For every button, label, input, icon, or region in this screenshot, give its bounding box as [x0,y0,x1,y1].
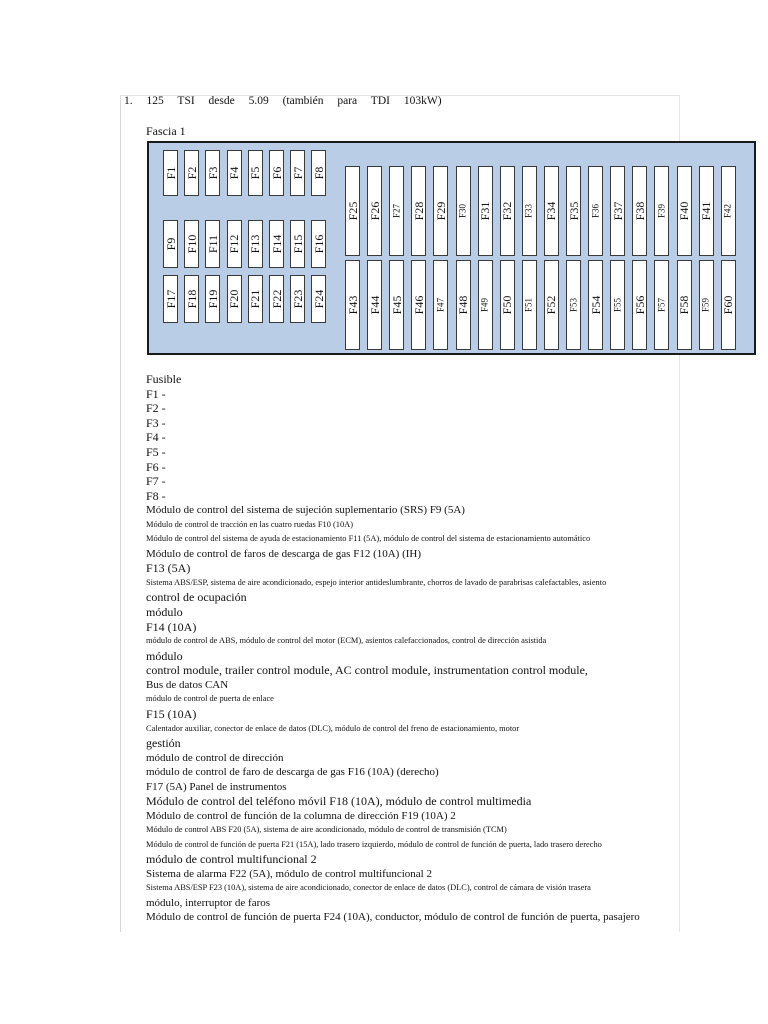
fuse-f23 [290,275,305,323]
fuse-label: F41 [699,201,714,221]
fuse-f17 [163,275,178,323]
fuse-label: F8 [311,166,326,180]
fuse-description-line: F4 - [146,430,166,445]
fuse-label: F34 [544,201,559,221]
fuse-label: F12 [227,234,242,254]
fuse-f24 [311,275,326,323]
fuse-description-line: F14 (10A) [146,619,197,634]
fuse-label: F59 [700,297,711,313]
fuse-label: F27 [391,203,402,219]
fuse-f31 [478,166,493,256]
fuse-f44 [367,260,382,350]
fuse-f6 [269,150,284,196]
fuse-f57 [654,260,669,350]
fuse-label: F52 [544,295,559,315]
fuse-label: F35 [566,201,581,221]
fuse-description-line: módulo [146,648,183,663]
fuse-label: F38 [632,201,647,221]
fuse-label: F3 [205,166,220,180]
fuse-description-line: F7 - [146,474,166,489]
fuse-f2 [184,150,199,196]
fuse-description-line: F13 (5A) [146,561,191,576]
fuse-description-line: módulo de control de faro de descarga de gas F16 (10A) (derecho) [146,766,439,779]
fuse-label: F58 [677,295,691,315]
fuse-description-line: Sistema de alarma F22 (5A), módulo de control multifuncional 2 [146,867,432,880]
fuse-f49 [478,260,493,350]
fuse-f43 [345,260,360,350]
fuse-description-line: módulo de control de dirección [146,751,284,764]
fuse-label: F5 [248,166,263,180]
fuse-label: F18 [184,289,199,309]
fuse-f14 [269,220,284,268]
fuse-f52 [544,260,559,350]
fascia-title: Fascia 1 [146,124,186,138]
fuse-label: F48 [456,295,470,315]
fuse-description-line: módulo de control multifuncional 2 [146,852,317,867]
fuse-f40 [677,166,692,256]
fuse-label: F23 [290,289,305,309]
fuse-label: F21 [248,289,263,309]
fuse-label: F17 [163,289,178,309]
fuse-f21 [248,275,263,323]
fuse-f42 [721,166,736,256]
fuse-description-line: Bus de datos CAN [146,678,229,691]
fuse-label: F33 [523,203,534,219]
fuse-panel-diagram [147,141,756,355]
fuse-description-line: F3 - [146,415,166,430]
fuse-f46 [411,260,426,350]
fuse-label: F22 [269,289,284,309]
fuse-description-line: F5 - [146,444,166,459]
fuse-label: F30 [457,203,468,219]
fuse-f51 [522,260,537,350]
fuse-f16 [311,220,326,268]
fuse-label: F49 [479,297,490,313]
fuse-label: F31 [478,201,493,221]
fuse-label: F25 [345,201,360,221]
fuse-label: F47 [435,297,446,313]
fuse-f30 [456,166,471,256]
fuse-label: F26 [367,201,382,221]
fuse-f29 [433,166,448,256]
fuse-f45 [389,260,404,350]
fuse-label: F13 [248,234,263,254]
document-heading: 1. 125 TSI desde 5.09 (también para TDI 103kW) [124,95,442,107]
fuse-description-line: módulo, interruptor de faros [146,896,271,909]
fuse-label: F28 [411,201,426,221]
fuse-f36 [588,166,603,256]
fuse-description-line: módulo de control de ABS, módulo de control del motor (ECM), asientos calefaccionados, control de dirección asistida [146,636,547,646]
fuse-label: F19 [205,289,220,309]
fuse-label: F51 [523,297,534,313]
fuse-label: F32 [500,201,515,221]
fuse-f10 [184,220,199,268]
fuse-f20 [227,275,242,323]
fuse-description-list [146,372,676,925]
fuse-f53 [566,260,581,350]
fuse-f5 [248,150,263,196]
fuse-label: F10 [184,234,199,254]
fuse-label: F15 [290,234,305,254]
fuse-f48 [456,260,471,350]
fuse-label: F37 [610,201,625,221]
fuse-description-line: F8 - [146,488,166,503]
fuse-label: F9 [163,237,178,251]
fuse-f41 [699,166,714,256]
fuse-description-line: Módulo de control del teléfono móvil F18 (10A), módulo de control multimedia [146,794,532,809]
fuse-label: F43 [345,295,360,315]
fuse-f22 [269,275,284,323]
fuse-label: F2 [184,166,199,180]
fuse-f37 [610,166,625,256]
fuse-label: F50 [500,295,515,315]
fuse-f35 [566,166,581,256]
fuse-f1 [163,150,178,196]
fuse-f3 [205,150,220,196]
fuse-description-line: Módulo de control ABS F20 (5A), sistema de aire acondicionado, módulo de control de transmisión (TCM) [146,825,507,835]
fuse-f59 [699,260,714,350]
fuse-label: F29 [433,201,448,221]
fuse-f11 [205,220,220,268]
fuse-label: F44 [367,295,382,315]
fuse-f13 [248,220,263,268]
fuse-f27 [389,166,404,256]
fuse-description-line: Módulo de control de función de la columna de dirección F19 (10A) 2 [146,809,456,822]
fuse-label: F36 [590,203,601,219]
fuse-description-line: Módulo de control del sistema de sujeción suplementario (SRS) F9 (5A) [146,504,465,517]
fuse-f15 [290,220,305,268]
fuse-label: F7 [290,166,305,180]
fuse-description-line: Módulo de control de faros de descarga de gas F12 (10A) (IH) [146,547,422,560]
fuse-description-line: Calentador auxiliar, conector de enlace de datos (DLC), módulo de control del freno de estacionamiento, motor [146,723,520,733]
fuse-f12 [227,220,242,268]
fuse-f9 [163,220,178,268]
fuse-description-line: control de ocupación [146,590,247,605]
fuse-f38 [632,166,647,256]
fuse-label: F46 [411,295,426,315]
fuse-f34 [544,166,559,256]
fuse-f55 [610,260,625,350]
fuse-f28 [411,166,426,256]
fuse-label: F57 [656,297,667,313]
fuse-description-line: Módulo de control de función de puerta F21 (15A), lado trasero izquierdo, módulo de control de función de puerta, lado trasero derecho [146,839,602,849]
fuse-f58 [677,260,692,350]
fuse-f25 [345,166,360,256]
fuse-f18 [184,275,199,323]
fuse-label: F6 [269,166,284,180]
fuse-label: F53 [568,297,578,313]
fuse-description-line: Módulo de control de función de puerta F24 (10A), conductor, módulo de control de función de puerta, pasajero [146,911,640,924]
fuse-f33 [522,166,537,256]
fuse-description-line: módulo [146,605,183,620]
fuse-description-line: Sistema ABS/ESP F23 (10A), sistema de aire acondicionado, conector de enlace de datos (DLC), control de cámara de visión trasera [146,883,591,893]
fuse-description-line: módulo de control de puerta de enlace [146,694,274,704]
fuse-f19 [205,275,220,323]
fuse-description-line: F1 - [146,386,166,401]
fuse-f32 [500,166,515,256]
fuse-label: F20 [227,289,242,309]
fuse-label: F1 [163,166,178,180]
fuse-label: F54 [588,295,603,315]
fuse-description-line: F17 (5A) Panel de instrumentos [146,780,287,793]
fuse-description-line: Sistema ABS/ESP, sistema de aire acondicionado, espejo interior antideslumbrante, chorros de lavado de parabrisas calefactables, asiento [146,577,607,587]
fuse-label: F4 [227,166,242,180]
fuse-f8 [311,150,326,196]
fuse-label: F42 [722,203,733,219]
fuse-f4 [227,150,242,196]
fuse-label: F24 [311,289,326,309]
fuse-label: F60 [721,295,736,315]
fuse-description-line: control module, trailer control module, AC control module, instrumentation control module, [146,663,588,678]
fuse-f50 [500,260,515,350]
fuse-description-line: F2 - [146,401,166,416]
fuse-description-line: F6 - [146,459,166,474]
fuse-label: F45 [389,295,404,315]
fuse-f39 [654,166,669,256]
fuse-description-line: F15 (10A) [146,706,197,721]
fuse-label: F56 [632,295,647,315]
fuse-f7 [290,150,305,196]
fuse-description-line: Fusible [146,372,182,386]
fuse-label: F39 [656,203,667,219]
fuse-label: F14 [269,234,284,254]
fuse-label: F55 [612,297,623,313]
fuse-f54 [588,260,603,350]
fuse-description-line: Módulo de control del sistema de ayuda de estacionamiento F11 (5A), módulo de control del sistema de estacionamiento automático [146,534,591,544]
fuse-description-line: Módulo de control de tracción en las cuatro ruedas F10 (10A) [146,519,353,529]
fuse-label: F40 [677,201,691,221]
fuse-f56 [632,260,647,350]
fuse-f60 [721,260,736,350]
fuse-f47 [433,260,448,350]
fuse-label: F16 [311,234,326,254]
fuse-f26 [367,166,382,256]
fuse-description-line: gestión [146,736,181,750]
fuse-label: F11 [205,234,220,254]
